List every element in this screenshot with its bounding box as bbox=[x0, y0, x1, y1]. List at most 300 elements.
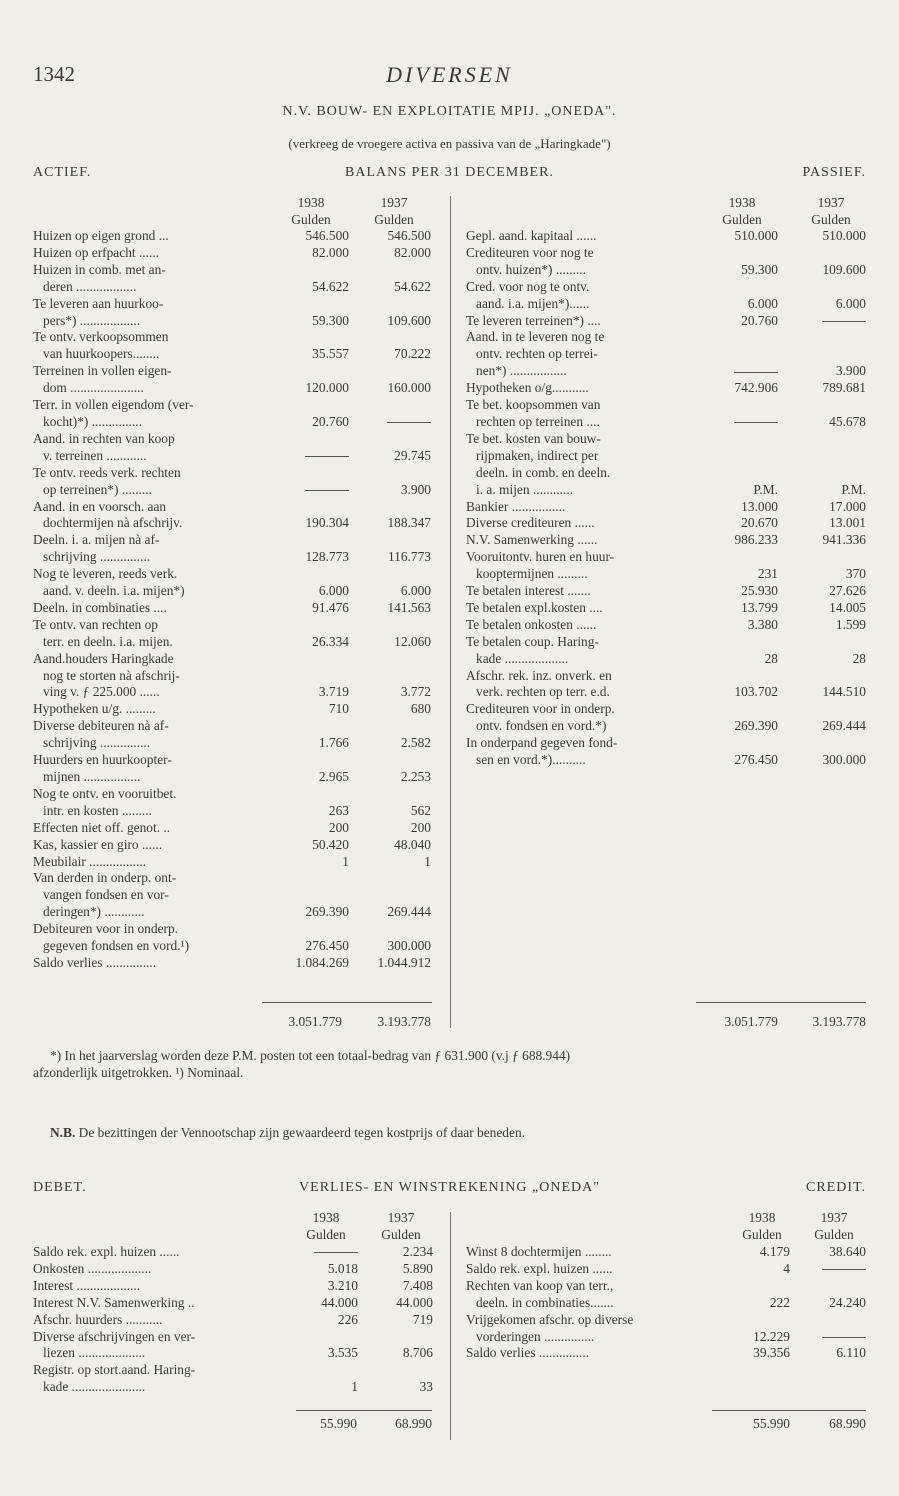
liability-row bbox=[466, 431, 866, 448]
balance-right-total-1937: 3.193.778 bbox=[812, 1014, 866, 1029]
asset-value-1938: 2.965 bbox=[318, 769, 349, 784]
liability-value-1938 bbox=[688, 397, 778, 414]
liability-row bbox=[466, 668, 866, 685]
debit-row bbox=[33, 1278, 433, 1295]
pl-right-total-1938: 55.990 bbox=[753, 1416, 790, 1431]
asset-value-1938 bbox=[259, 532, 349, 549]
asset-value-1938 bbox=[259, 448, 349, 465]
balance-left-total-1937: 3.193.778 bbox=[377, 1014, 431, 1029]
footnote-line-1: *) In het jaarverslag worden deze P.M. posten tot een totaal-bedrag van ƒ 631.900 (v.j ƒ 688.944) bbox=[50, 1048, 571, 1063]
liability-label: rijpmaken, indirect per bbox=[476, 447, 599, 463]
liability-label: Afschr. rek. inz. onverk. en bbox=[466, 667, 612, 683]
asset-value-1938: 190.304 bbox=[305, 515, 349, 531]
liability-row bbox=[466, 752, 866, 769]
asset-label: Deeln. i. a. mijen nà af- bbox=[33, 532, 160, 548]
asset-label: Huizen op erfpacht ...... bbox=[33, 244, 160, 260]
balance-left-total-1938: 3.051.779 bbox=[288, 1014, 342, 1029]
asset-value-1938 bbox=[259, 482, 349, 499]
debit-label: Diverse afschrijvingen en ver- bbox=[33, 1328, 196, 1344]
liability-value-1938: 13.799 bbox=[741, 599, 778, 615]
liability-label: Te betalen coup. Haring- bbox=[466, 633, 599, 649]
page-number: 1342 bbox=[33, 62, 75, 86]
asset-row bbox=[33, 870, 431, 887]
asset-label: Debiteuren voor in onderp. bbox=[33, 921, 179, 937]
debit-value-1937: 33 bbox=[419, 1379, 433, 1395]
debit-label: Interest N.V. Samenwerking .. bbox=[33, 1294, 195, 1310]
asset-label: aand. v. deeln. i.a. mijen*) bbox=[43, 583, 185, 599]
liability-row bbox=[466, 245, 866, 262]
asset-row bbox=[33, 363, 431, 380]
asset-label: pers*) .................. bbox=[43, 312, 141, 328]
asset-value-1937: 562 bbox=[410, 802, 431, 818]
liability-row bbox=[466, 549, 866, 566]
asset-value-1938 bbox=[259, 499, 349, 516]
nil-dash bbox=[305, 490, 349, 491]
nil-dash bbox=[734, 372, 778, 373]
asset-value-1938 bbox=[259, 363, 349, 380]
asset-label: Terreinen in vollen eigen- bbox=[33, 363, 172, 379]
liability-label: kade ................... bbox=[476, 650, 569, 666]
liability-label: Crediteuren voor in onderp. bbox=[466, 701, 615, 717]
credit-value-1937: 38.640 bbox=[829, 1244, 866, 1259]
liability-value-1938 bbox=[688, 668, 778, 685]
nil-dash bbox=[822, 321, 866, 322]
liability-row bbox=[466, 532, 866, 549]
asset-value-1937 bbox=[349, 431, 431, 448]
credit-table bbox=[466, 1244, 866, 1362]
asset-label: v. terreinen ............ bbox=[43, 447, 147, 463]
liability-row bbox=[466, 735, 866, 752]
asset-row bbox=[33, 448, 431, 465]
debit-value-1938 bbox=[278, 1329, 358, 1346]
liability-value-1937: 14.005 bbox=[829, 599, 866, 615]
pl-right-header-1938: 1938 Gulden bbox=[742, 1210, 782, 1242]
asset-value-1937 bbox=[349, 499, 431, 516]
asset-row bbox=[33, 245, 431, 262]
asset-value-1938: 276.450 bbox=[305, 938, 349, 954]
liability-row bbox=[466, 262, 866, 279]
liability-value-1937: 45.678 bbox=[829, 413, 866, 429]
asset-value-1937 bbox=[349, 887, 431, 904]
pl-divider bbox=[450, 1212, 451, 1440]
liability-value-1937: 789.681 bbox=[822, 380, 866, 396]
liability-label: Te bet. kosten van bouw- bbox=[466, 430, 601, 446]
liability-label: Te betalen interest ....... bbox=[466, 583, 591, 599]
liability-value-1937: 510.000 bbox=[822, 228, 866, 243]
credit-row bbox=[466, 1295, 866, 1312]
liability-value-1937: 6.000 bbox=[835, 295, 866, 311]
asset-label: schrijving ............... bbox=[43, 549, 151, 565]
asset-label: Saldo verlies ............... bbox=[33, 954, 157, 970]
asset-label: op terreinen*) ......... bbox=[43, 481, 152, 497]
asset-label: Hypotheken u/g. ......... bbox=[33, 701, 156, 717]
credit-row bbox=[466, 1345, 866, 1362]
asset-label: Aand. in rechten van koop bbox=[33, 430, 175, 446]
pl-right-total-1937: 68.990 bbox=[829, 1416, 866, 1431]
debit-value-1937 bbox=[358, 1362, 433, 1379]
asset-row bbox=[33, 329, 431, 346]
liability-value-1938: 742.906 bbox=[734, 380, 778, 396]
liability-label: aand. i.a. mijen*)...... bbox=[476, 295, 590, 311]
liability-row bbox=[466, 228, 866, 245]
pl-left-total-rule bbox=[296, 1410, 432, 1411]
balance-left-total-rule bbox=[262, 1002, 432, 1003]
asset-value-1938: 91.476 bbox=[312, 599, 349, 615]
asset-label: Kas, kassier en giro ...... bbox=[33, 836, 163, 852]
liability-label: ontv. rechten op terrei- bbox=[476, 346, 598, 362]
debit-row bbox=[33, 1329, 433, 1346]
asset-value-1938: 120.000 bbox=[305, 380, 349, 396]
liability-value-1937 bbox=[778, 346, 866, 363]
asset-value-1937 bbox=[349, 786, 431, 803]
liability-value-1937 bbox=[778, 245, 866, 262]
liability-row bbox=[466, 279, 866, 296]
asset-row bbox=[33, 786, 431, 803]
liability-label: Te leveren terreinen*) .... bbox=[466, 312, 601, 328]
asset-value-1938 bbox=[259, 566, 349, 583]
pl-left-header-1938: 1938 Gulden bbox=[306, 1210, 346, 1242]
liability-row bbox=[466, 566, 866, 583]
asset-value-1937: 141.563 bbox=[387, 599, 431, 615]
asset-value-1938 bbox=[259, 431, 349, 448]
asset-row bbox=[33, 634, 431, 651]
asset-row bbox=[33, 499, 431, 516]
asset-label: Nog te ontv. en vooruitbet. bbox=[33, 785, 177, 801]
asset-value-1937 bbox=[349, 397, 431, 414]
credit-value-1938: 4 bbox=[783, 1260, 790, 1276]
credit-label: deeln. in combinaties....... bbox=[476, 1294, 614, 1310]
credit-label: Rechten van koop van terr., bbox=[466, 1277, 614, 1293]
asset-row bbox=[33, 887, 431, 904]
asset-row bbox=[33, 279, 431, 296]
asset-label: Huurders en huurkoopter- bbox=[33, 752, 172, 768]
liability-label: verk. rechten op terr. e.d. bbox=[476, 684, 610, 700]
asset-value-1938: 128.773 bbox=[305, 549, 349, 565]
debit-row bbox=[33, 1261, 433, 1278]
asset-row bbox=[33, 668, 431, 685]
liability-value-1937: 3.900 bbox=[835, 363, 866, 379]
asset-label: mijnen ................. bbox=[43, 769, 141, 784]
asset-value-1937 bbox=[349, 718, 431, 735]
liability-value-1937 bbox=[778, 634, 866, 651]
asset-value-1937 bbox=[349, 617, 431, 634]
asset-label: van huurkoopers........ bbox=[43, 346, 160, 362]
asset-row bbox=[33, 600, 431, 617]
company-name: N.V. BOUW- EN EXPLOITATIE MPIJ. „ONEDA". bbox=[282, 104, 617, 119]
debit-label: Afschr. huurders ........... bbox=[33, 1311, 163, 1327]
asset-row bbox=[33, 296, 431, 313]
asset-value-1938: 546.500 bbox=[305, 228, 349, 243]
asset-label: Terr. in vollen eigendom (ver- bbox=[33, 397, 194, 413]
liability-value-1937: 300.000 bbox=[822, 752, 866, 768]
debit-row bbox=[33, 1345, 433, 1362]
asset-row bbox=[33, 515, 431, 532]
liability-value-1937: 269.444 bbox=[822, 718, 866, 734]
asset-value-1938 bbox=[259, 752, 349, 769]
debit-label: Interest ................... bbox=[33, 1277, 141, 1293]
liability-value-1938 bbox=[688, 549, 778, 566]
balance-right-total-rule bbox=[696, 1002, 866, 1003]
liability-value-1938: 25.930 bbox=[741, 583, 778, 599]
asset-label: Deeln. in combinaties .... bbox=[33, 599, 167, 615]
section-heading: DIVERSEN bbox=[386, 62, 513, 87]
liability-label: Bankier ................ bbox=[466, 498, 566, 514]
asset-row bbox=[33, 228, 431, 245]
liability-value-1938: 103.702 bbox=[734, 684, 778, 700]
liability-label: Gepl. aand. kapitaal ...... bbox=[466, 228, 597, 243]
liability-label: rechten op terreinen .... bbox=[476, 413, 600, 429]
asset-value-1938 bbox=[259, 786, 349, 803]
credit-value-1938: 222 bbox=[769, 1294, 790, 1310]
nil-dash bbox=[387, 422, 431, 423]
asset-row bbox=[33, 583, 431, 600]
asset-value-1937: 116.773 bbox=[387, 549, 431, 565]
asset-label: Van derden in onderp. ont- bbox=[33, 870, 177, 886]
liability-value-1938: 986.233 bbox=[734, 532, 778, 548]
asset-label: kocht)*) ............... bbox=[43, 413, 142, 429]
asset-label: deren .................. bbox=[43, 278, 137, 294]
asset-row bbox=[33, 837, 431, 854]
liability-label: ontv. huizen*) ......... bbox=[476, 261, 586, 277]
asset-row bbox=[33, 346, 431, 363]
debit-label: kade ...................... bbox=[43, 1379, 146, 1395]
asset-value-1938 bbox=[259, 887, 349, 904]
liability-value-1937: 28 bbox=[852, 650, 866, 666]
asset-value-1938 bbox=[259, 262, 349, 279]
asset-value-1938: 20.760 bbox=[312, 413, 349, 429]
nil-dash bbox=[734, 422, 778, 423]
liability-label: Vooruitontv. huren en huur- bbox=[466, 549, 615, 565]
asset-value-1938: 35.557 bbox=[312, 346, 349, 362]
liability-row bbox=[466, 583, 866, 600]
balance-divider bbox=[450, 196, 451, 1028]
asset-value-1938: 3.719 bbox=[318, 684, 349, 700]
liability-row bbox=[466, 701, 866, 718]
asset-value-1937: 29.745 bbox=[394, 447, 431, 463]
balance-left-header-1937: 1937 Gulden bbox=[374, 195, 414, 227]
asset-value-1937: 6.000 bbox=[400, 583, 431, 599]
liability-value-1938: 6.000 bbox=[747, 295, 778, 311]
asset-value-1937 bbox=[349, 921, 431, 938]
credit-value-1938: 12.229 bbox=[753, 1328, 790, 1344]
nb-text: De bezittingen der Vennootschap zijn gewaardeerd tegen kostprijs of daar beneden. bbox=[78, 1125, 525, 1140]
asset-value-1937 bbox=[349, 465, 431, 482]
liability-row bbox=[466, 448, 866, 465]
asset-value-1938 bbox=[259, 329, 349, 346]
credit-row bbox=[466, 1312, 866, 1329]
asset-value-1938: 1.084.269 bbox=[295, 954, 349, 970]
liability-value-1938 bbox=[688, 279, 778, 296]
credit-row bbox=[466, 1278, 866, 1295]
asset-row bbox=[33, 854, 431, 871]
liability-label: Te bet. koopsommen van bbox=[466, 397, 601, 413]
liability-label: Cred. voor nog te ontv. bbox=[466, 278, 590, 294]
liability-value-1938 bbox=[688, 735, 778, 752]
asset-label: dom ...................... bbox=[43, 380, 144, 396]
asset-row bbox=[33, 820, 431, 837]
liability-row bbox=[466, 414, 866, 431]
debit-value-1937: 8.706 bbox=[402, 1345, 433, 1361]
asset-value-1938 bbox=[259, 651, 349, 668]
debit-value-1938: 226 bbox=[337, 1311, 358, 1327]
liability-row bbox=[466, 651, 866, 668]
asset-value-1937: 54.622 bbox=[394, 278, 431, 294]
balance-left-header-1938: 1938 Gulden bbox=[291, 195, 331, 227]
asset-row bbox=[33, 465, 431, 482]
asset-value-1937: 1.044.912 bbox=[377, 954, 431, 970]
asset-label: dochtermijen nà afschrijv. bbox=[43, 515, 183, 531]
debit-row bbox=[33, 1244, 433, 1261]
asset-value-1937 bbox=[349, 651, 431, 668]
liability-row bbox=[466, 482, 866, 499]
liability-value-1937 bbox=[778, 448, 866, 465]
liability-label: Te betalen expl.kosten .... bbox=[466, 599, 603, 615]
liability-value-1938: 269.390 bbox=[734, 718, 778, 734]
credit-label: vorderingen ............... bbox=[476, 1328, 595, 1344]
assets-table bbox=[33, 228, 431, 972]
debit-value-1938: 44.000 bbox=[321, 1294, 358, 1310]
credit-label: Saldo verlies ............... bbox=[466, 1345, 590, 1361]
asset-value-1938: 26.334 bbox=[312, 633, 349, 649]
liability-label: Hypotheken o/g........... bbox=[466, 380, 589, 396]
asset-value-1937: 3.900 bbox=[400, 481, 431, 497]
asset-row bbox=[33, 752, 431, 769]
asset-row bbox=[33, 566, 431, 583]
asset-value-1937 bbox=[349, 566, 431, 583]
asset-value-1938: 82.000 bbox=[312, 244, 349, 260]
liability-label: Aand. in te leveren nog te bbox=[466, 329, 605, 345]
credit-row bbox=[466, 1261, 866, 1278]
asset-label: Nog te leveren, reeds verk. bbox=[33, 566, 178, 582]
asset-value-1937 bbox=[349, 329, 431, 346]
asset-row bbox=[33, 482, 431, 499]
asset-label: Diverse debiteuren nà af- bbox=[33, 718, 169, 734]
liability-value-1938: 276.450 bbox=[734, 752, 778, 768]
liability-value-1938: 20.760 bbox=[741, 312, 778, 328]
asset-row bbox=[33, 414, 431, 431]
asset-value-1937: 48.040 bbox=[394, 836, 431, 852]
nb-note bbox=[50, 1124, 525, 1141]
credit-row bbox=[466, 1329, 866, 1346]
liability-value-1937 bbox=[778, 549, 866, 566]
debit-label: liezen .................... bbox=[43, 1345, 146, 1361]
liability-value-1937: 941.336 bbox=[822, 532, 866, 548]
liability-label: sen en vord.*).......... bbox=[476, 752, 586, 768]
credit-value-1938 bbox=[712, 1278, 790, 1295]
asset-row bbox=[33, 617, 431, 634]
debit-value-1937 bbox=[358, 1329, 433, 1346]
asset-row bbox=[33, 718, 431, 735]
asset-label: Meubilair ................. bbox=[33, 853, 147, 869]
asset-row bbox=[33, 380, 431, 397]
pl-left-total-1938: 55.990 bbox=[320, 1416, 357, 1431]
debit-label: Onkosten ................... bbox=[33, 1260, 152, 1276]
asset-value-1937 bbox=[349, 363, 431, 380]
asset-row bbox=[33, 701, 431, 718]
asset-label: schrijving ............... bbox=[43, 735, 151, 751]
liability-value-1938: 3.380 bbox=[747, 616, 778, 632]
pl-right-total-rule bbox=[712, 1410, 866, 1411]
liability-value-1938: 13.000 bbox=[741, 498, 778, 514]
credit-value-1938: 4.179 bbox=[759, 1244, 790, 1259]
liability-value-1937: 109.600 bbox=[822, 261, 866, 277]
liability-value-1938: 59.300 bbox=[741, 261, 778, 277]
pl-title: VERLIES- EN WINSTREKENING „ONEDA" bbox=[299, 1180, 600, 1195]
asset-row bbox=[33, 955, 431, 972]
asset-value-1938 bbox=[259, 870, 349, 887]
liability-row bbox=[466, 617, 866, 634]
asset-row bbox=[33, 549, 431, 566]
asset-value-1938: 54.622 bbox=[312, 278, 349, 294]
asset-row bbox=[33, 904, 431, 921]
asset-value-1938 bbox=[259, 617, 349, 634]
asset-label: Effecten niet off. genot. .. bbox=[33, 819, 171, 835]
debit-row bbox=[33, 1295, 433, 1312]
credit-row bbox=[466, 1244, 866, 1261]
footnote-line-2: afzonderlijk uitgetrokken. ¹) Nominaal. bbox=[33, 1065, 244, 1080]
asset-value-1937: 70.222 bbox=[394, 346, 431, 362]
asset-value-1937 bbox=[349, 296, 431, 313]
asset-value-1938: 6.000 bbox=[318, 583, 349, 599]
asset-label: vangen fondsen en vor- bbox=[43, 887, 169, 903]
credit-value-1938 bbox=[712, 1312, 790, 1329]
debit-label: Registr. op stort.aand. Haring- bbox=[33, 1362, 196, 1378]
credit-label: Winst 8 dochtermijen ........ bbox=[466, 1244, 612, 1259]
asset-value-1938: 710 bbox=[328, 701, 349, 717]
credit-value-1938: 39.356 bbox=[753, 1345, 790, 1361]
asset-value-1938 bbox=[259, 718, 349, 735]
liability-row bbox=[466, 634, 866, 651]
asset-row bbox=[33, 313, 431, 330]
balance-passief-label: PASSIEF. bbox=[802, 165, 866, 180]
liability-row bbox=[466, 397, 866, 414]
liabilities-table bbox=[466, 228, 866, 769]
pl-debet-label: DEBET. bbox=[33, 1180, 87, 1195]
liability-label: i. a. mijen ............ bbox=[476, 481, 574, 497]
liability-value-1938 bbox=[688, 465, 778, 482]
debit-value-1938 bbox=[278, 1244, 358, 1261]
liability-value-1938: 28 bbox=[764, 650, 778, 666]
asset-value-1937: 546.500 bbox=[387, 228, 431, 243]
asset-label: nog te storten nà afschrij- bbox=[43, 667, 180, 683]
liability-value-1938 bbox=[688, 363, 778, 380]
liability-row bbox=[466, 296, 866, 313]
asset-value-1937: 160.000 bbox=[387, 380, 431, 396]
debit-value-1938: 1 bbox=[351, 1379, 358, 1395]
asset-value-1938 bbox=[259, 465, 349, 482]
asset-label: Aand. in en voorsch. aan bbox=[33, 498, 167, 514]
liability-value-1937: 27.626 bbox=[829, 583, 866, 599]
asset-row bbox=[33, 735, 431, 752]
asset-label: Huizen op eigen grond ... bbox=[33, 228, 169, 243]
pl-credit-label: CREDIT. bbox=[805, 1180, 866, 1195]
company-subtitle: (verkreeg de vroegere activa en passiva van de „Haringkade") bbox=[288, 136, 611, 151]
asset-value-1937 bbox=[349, 414, 431, 431]
liability-row bbox=[466, 363, 866, 380]
asset-value-1937: 680 bbox=[410, 701, 431, 717]
liability-value-1937 bbox=[778, 431, 866, 448]
asset-label: intr. en kosten ......... bbox=[43, 802, 152, 818]
liability-value-1937: 1.599 bbox=[835, 616, 866, 632]
liability-value-1937: 13.001 bbox=[829, 515, 866, 531]
liability-row bbox=[466, 465, 866, 482]
liability-row bbox=[466, 380, 866, 397]
debit-row bbox=[33, 1362, 433, 1379]
asset-value-1937: 188.347 bbox=[387, 515, 431, 531]
asset-value-1937 bbox=[349, 262, 431, 279]
liability-value-1937 bbox=[778, 701, 866, 718]
asset-value-1938: 263 bbox=[328, 802, 349, 818]
